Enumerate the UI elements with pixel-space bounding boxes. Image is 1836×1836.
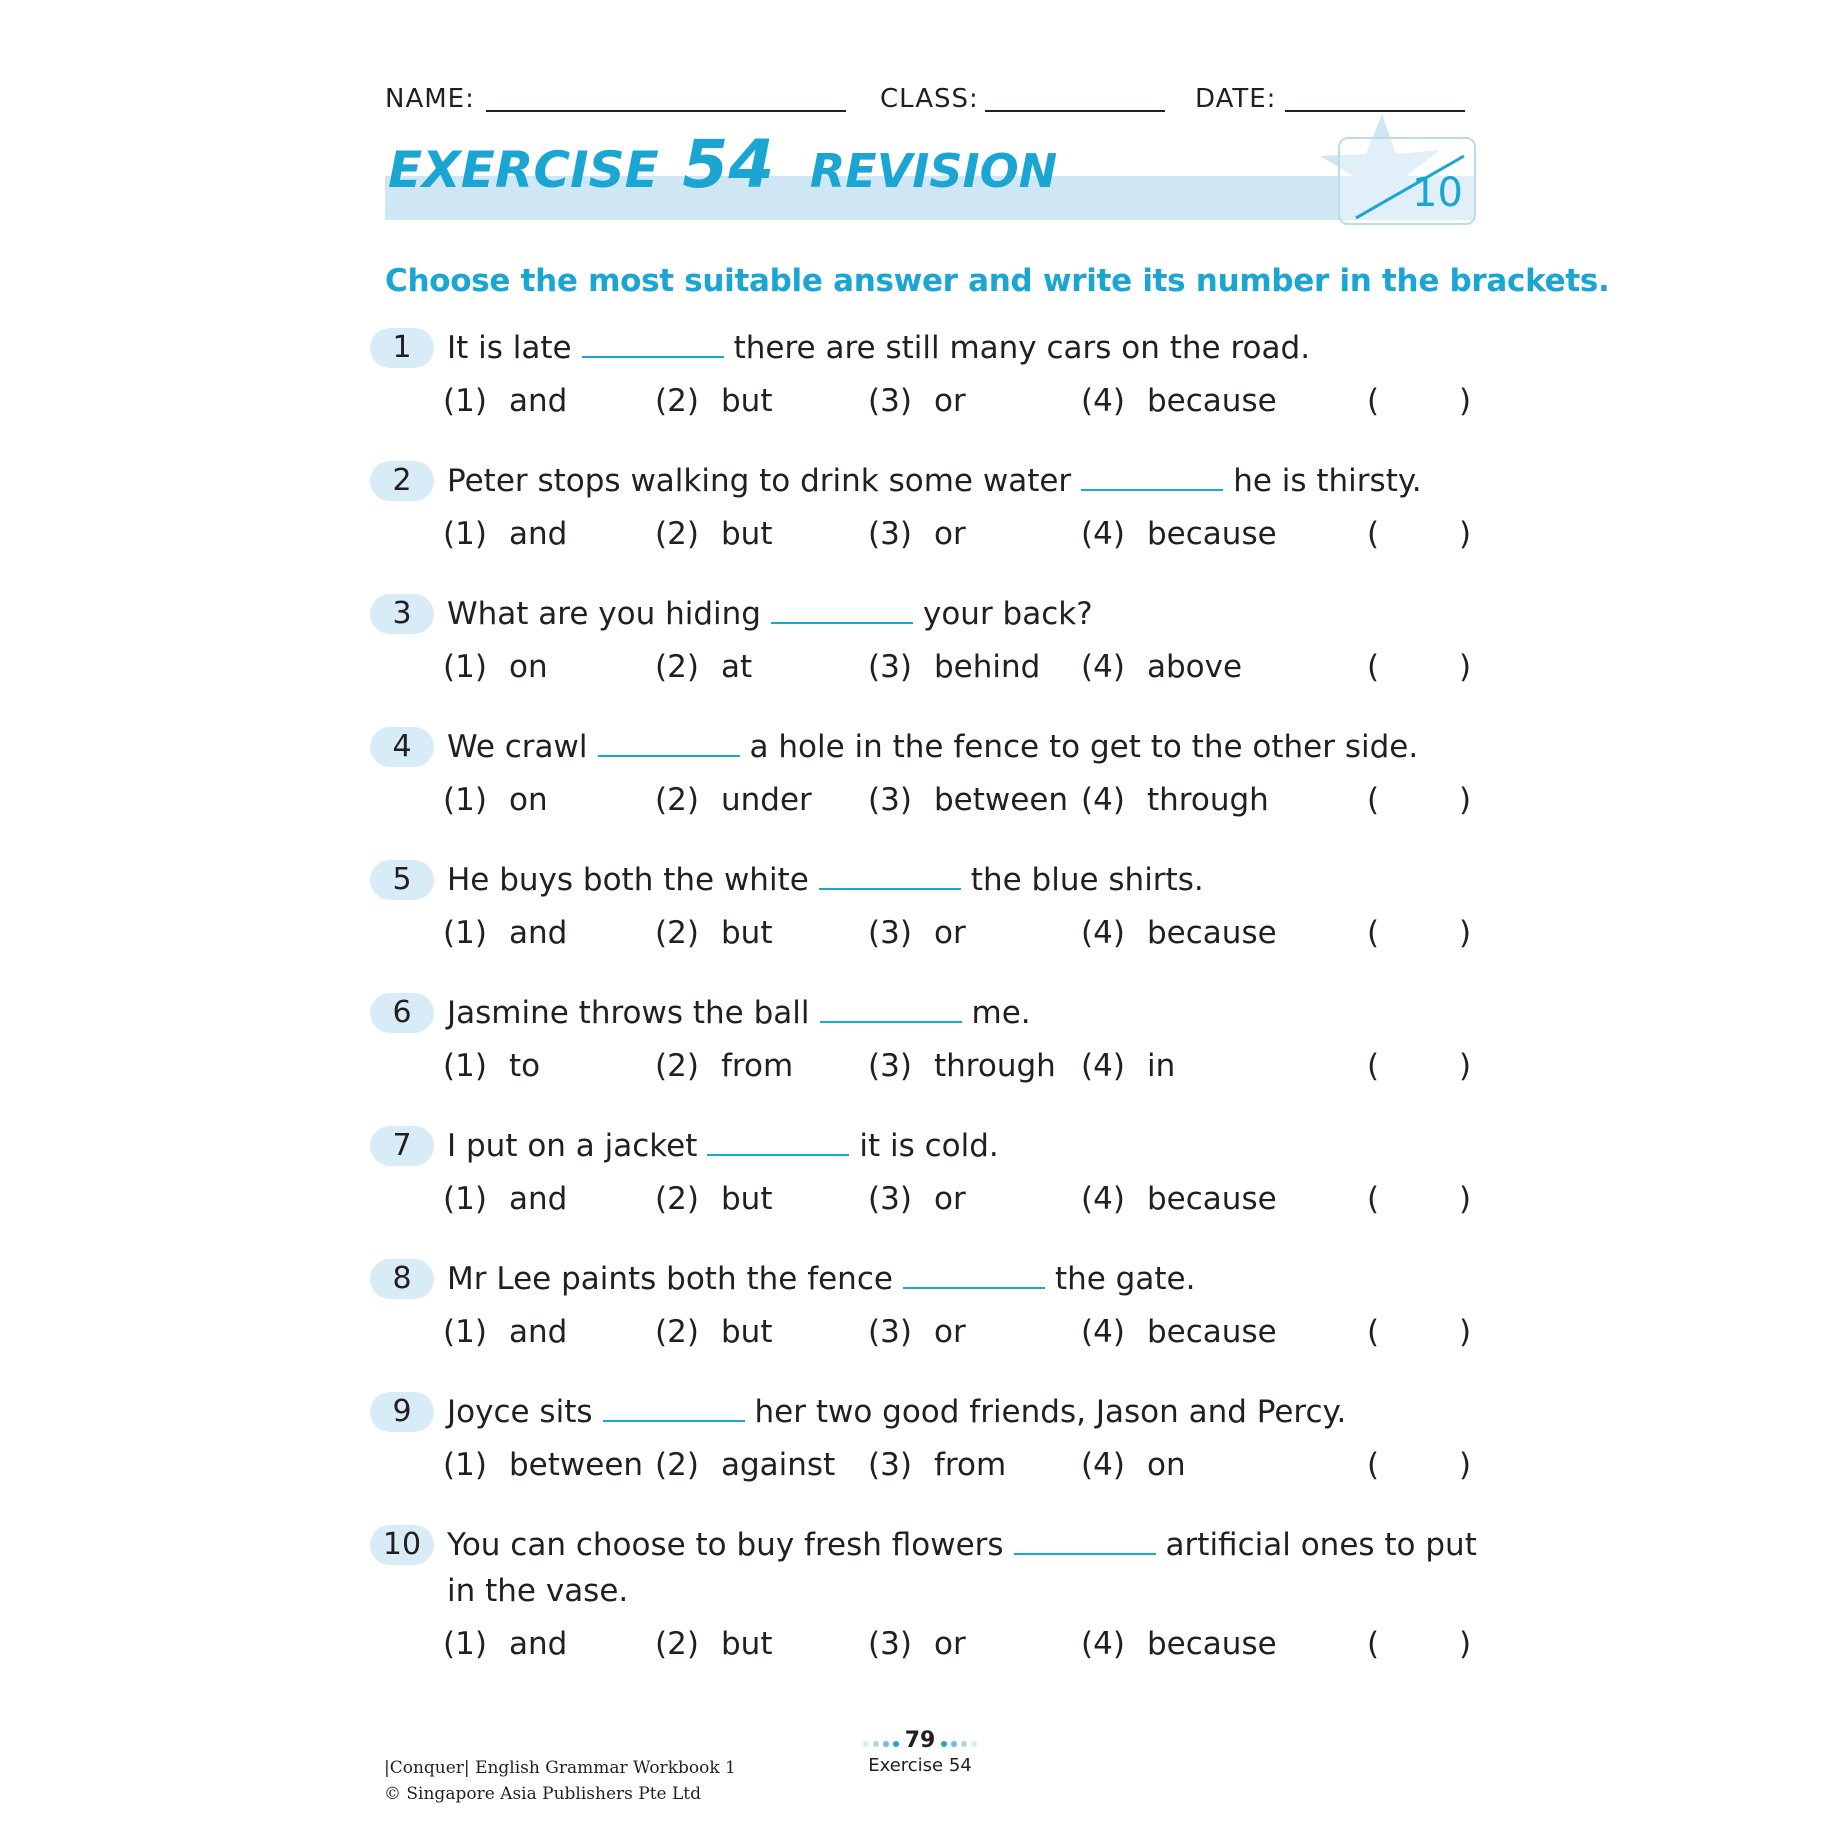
question-stem	[447, 1259, 1195, 1299]
exercise-number: 54	[682, 126, 775, 203]
option-word: on	[1147, 1447, 1186, 1483]
class-line[interactable]	[985, 110, 1165, 112]
answer-blank	[820, 1021, 962, 1023]
option-word: because	[1147, 1626, 1277, 1662]
option-number: (4)	[1081, 1447, 1125, 1483]
stem-before-blank: We crawl	[447, 729, 588, 765]
stem-before-blank: He buys both the white	[447, 862, 809, 898]
option-number: (1)	[443, 649, 487, 685]
option-number: (2)	[655, 915, 699, 951]
class-label: CLASS:	[880, 84, 979, 114]
option-number: (1)	[443, 1181, 487, 1217]
instruction-text: Choose the most suitable answer and write its number in the brackets.	[385, 263, 1610, 299]
stem-before-blank: Jasmine throws the ball	[447, 995, 810, 1031]
option-word: under	[721, 782, 812, 818]
answer-blank	[819, 888, 961, 890]
answer-bracket-open: (	[1367, 1048, 1380, 1084]
question-number: 2	[392, 463, 412, 498]
question-stem	[447, 328, 1310, 368]
option-number: (2)	[655, 1447, 699, 1483]
option-word: or	[934, 383, 966, 419]
option-number: (1)	[443, 1626, 487, 1662]
exercise-subtitle: REVISION	[809, 144, 1058, 198]
answer-bracket-open: (	[1367, 915, 1380, 951]
option-number: (1)	[443, 1314, 487, 1350]
answer-blank	[598, 755, 740, 757]
option-number: (3)	[868, 649, 912, 685]
option-number: (4)	[1081, 782, 1125, 818]
page-number: 79	[904, 1728, 936, 1753]
answer-bracket-open: (	[1367, 383, 1380, 419]
answer-bracket-open: (	[1367, 1314, 1380, 1350]
option-number: (3)	[868, 1626, 912, 1662]
answer-bracket-space[interactable]	[1385, 1624, 1455, 1664]
question-stem	[447, 1525, 1477, 1565]
option-word: because	[1147, 1314, 1277, 1350]
answer-bracket-space[interactable]	[1385, 1312, 1455, 1352]
option-number: (2)	[655, 1314, 699, 1350]
question-stem	[447, 1126, 999, 1166]
answer-bracket-space[interactable]	[1385, 913, 1455, 953]
option-number: (4)	[1081, 915, 1125, 951]
option-number: (2)	[655, 782, 699, 818]
option-word: because	[1147, 383, 1277, 419]
question-stem-line2: in the vase.	[447, 1573, 629, 1609]
question-number: 3	[392, 596, 412, 631]
answer-blank	[771, 622, 913, 624]
option-word: and	[509, 1181, 568, 1217]
question-stem	[447, 461, 1422, 501]
exercise-word: EXERCISE	[388, 141, 659, 199]
answer-bracket-open: (	[1367, 516, 1380, 552]
option-word: or	[934, 516, 966, 552]
option-word: or	[934, 1314, 966, 1350]
option-word: through	[934, 1048, 1056, 1084]
stem-after-blank: he is thirsty.	[1233, 463, 1422, 499]
stem-after-blank: me.	[971, 995, 1031, 1031]
answer-bracket-space[interactable]	[1385, 514, 1455, 554]
option-word: or	[934, 915, 966, 951]
stem-before-blank: I put on a jacket	[447, 1128, 698, 1164]
option-word: on	[509, 782, 548, 818]
option-word: against	[721, 1447, 836, 1483]
option-word: on	[509, 649, 548, 685]
answer-blank	[582, 356, 724, 358]
answer-blank	[1081, 489, 1223, 491]
question-stem	[447, 594, 1093, 634]
answer-bracket-close: )	[1459, 649, 1472, 685]
option-number: (3)	[868, 1048, 912, 1084]
option-number: (3)	[868, 1181, 912, 1217]
option-number: (1)	[443, 1447, 487, 1483]
option-number: (2)	[655, 649, 699, 685]
option-word: from	[934, 1447, 1007, 1483]
question-number: 4	[392, 729, 412, 764]
name-line[interactable]	[486, 110, 846, 112]
option-word: and	[509, 516, 568, 552]
option-word: but	[721, 383, 773, 419]
option-number: (1)	[443, 1048, 487, 1084]
name-label: NAME:	[385, 84, 475, 114]
option-word: or	[934, 1626, 966, 1662]
answer-bracket-open: (	[1367, 649, 1380, 685]
question-stem	[447, 1392, 1346, 1432]
option-number: (1)	[443, 516, 487, 552]
option-word: because	[1147, 1181, 1277, 1217]
answer-bracket-close: )	[1459, 915, 1472, 951]
answer-bracket-close: )	[1459, 516, 1472, 552]
stem-before-blank: Joyce sits	[447, 1394, 593, 1430]
option-word: but	[721, 516, 773, 552]
answer-bracket-space[interactable]	[1385, 381, 1455, 421]
option-number: (4)	[1081, 516, 1125, 552]
stem-after-blank: her two good friends, Jason and Percy.	[754, 1394, 1347, 1430]
option-number: (2)	[655, 1181, 699, 1217]
option-number: (4)	[1081, 383, 1125, 419]
option-word: in	[1147, 1048, 1176, 1084]
date-label: DATE:	[1195, 84, 1277, 114]
answer-bracket-open: (	[1367, 782, 1380, 818]
answer-bracket-space[interactable]	[1385, 1445, 1455, 1485]
answer-bracket-close: )	[1459, 782, 1472, 818]
stem-after-blank: the gate.	[1054, 1261, 1196, 1297]
option-word: and	[509, 383, 568, 419]
answer-bracket-close: )	[1459, 1181, 1472, 1217]
question-number: 8	[392, 1261, 412, 1296]
option-number: (4)	[1081, 1048, 1125, 1084]
dots-right-icon	[938, 1740, 978, 1748]
option-word: because	[1147, 915, 1277, 951]
answer-bracket-close: )	[1459, 1626, 1472, 1662]
option-number: (1)	[443, 383, 487, 419]
option-word: above	[1147, 649, 1243, 685]
option-number: (3)	[868, 1314, 912, 1350]
option-word: but	[721, 1181, 773, 1217]
answer-bracket-space[interactable]	[1385, 1179, 1455, 1219]
option-number: (3)	[868, 1447, 912, 1483]
stem-after-blank: a hole in the fence to get to the other side.	[749, 729, 1419, 765]
page-footer	[860, 1728, 980, 1776]
option-word: and	[509, 1626, 568, 1662]
stem-before-blank: Mr Lee paints both the fence	[447, 1261, 893, 1297]
exercise-title	[388, 126, 1057, 203]
stem-before-blank: What are you hiding	[447, 596, 761, 632]
option-word: but	[721, 1626, 773, 1662]
option-number: (4)	[1081, 1314, 1125, 1350]
option-word: between	[509, 1447, 644, 1483]
answer-bracket-open: (	[1367, 1447, 1380, 1483]
option-word: or	[934, 1181, 966, 1217]
option-number: (3)	[868, 516, 912, 552]
exercise-label: Exercise 54	[868, 1755, 972, 1776]
answer-blank	[903, 1287, 1045, 1289]
answer-bracket-open: (	[1367, 1626, 1380, 1662]
dots-left-icon	[862, 1740, 902, 1748]
option-word: to	[509, 1048, 541, 1084]
option-number: (2)	[655, 1626, 699, 1662]
option-number: (4)	[1081, 649, 1125, 685]
option-word: through	[1147, 782, 1269, 818]
footer-credits	[384, 1755, 736, 1807]
option-word: behind	[934, 649, 1041, 685]
answer-blank	[707, 1154, 849, 1156]
option-number: (2)	[655, 383, 699, 419]
stem-after-blank: it is cold.	[859, 1128, 999, 1164]
book-title: |Conquer| English Grammar Workbook 1	[384, 1758, 736, 1778]
answer-bracket-close: )	[1459, 1447, 1472, 1483]
stem-after-blank: artificial ones to put	[1165, 1527, 1477, 1563]
option-word: between	[934, 782, 1069, 818]
answer-bracket-close: )	[1459, 1048, 1472, 1084]
score-total: 10	[1412, 170, 1463, 216]
stem-before-blank: You can choose to buy fresh flowers	[447, 1527, 1004, 1563]
question-number: 9	[392, 1394, 412, 1429]
stem-after-blank: there are still many cars on the road.	[733, 330, 1311, 366]
question-stem	[447, 727, 1418, 767]
answer-blank	[1014, 1553, 1156, 1555]
option-number: (3)	[868, 915, 912, 951]
stem-before-blank: Peter stops walking to drink some water	[447, 463, 1072, 499]
stem-after-blank: the blue shirts.	[970, 862, 1204, 898]
question-number: 6	[392, 995, 412, 1030]
question-stem	[447, 860, 1204, 900]
answer-bracket-space[interactable]	[1385, 647, 1455, 687]
question-number: 10	[382, 1527, 422, 1562]
stem-before-blank: It is late	[447, 330, 572, 366]
option-number: (3)	[868, 782, 912, 818]
option-number: (3)	[868, 383, 912, 419]
option-number: (4)	[1081, 1626, 1125, 1662]
answer-bracket-close: )	[1459, 1314, 1472, 1350]
option-number: (1)	[443, 782, 487, 818]
question-number: 1	[392, 330, 412, 365]
option-number: (2)	[655, 1048, 699, 1084]
option-word: but	[721, 915, 773, 951]
question-number: 5	[392, 862, 412, 897]
option-word: and	[509, 1314, 568, 1350]
option-word: because	[1147, 516, 1277, 552]
option-number: (4)	[1081, 1181, 1125, 1217]
option-number: (1)	[443, 915, 487, 951]
option-word: but	[721, 1314, 773, 1350]
answer-bracket-close: )	[1459, 383, 1472, 419]
answer-bracket-space[interactable]	[1385, 1046, 1455, 1086]
question-number: 7	[392, 1128, 412, 1163]
option-word: at	[721, 649, 753, 685]
option-number: (2)	[655, 516, 699, 552]
copyright-text: © Singapore Asia Publishers Pte Ltd	[384, 1784, 702, 1804]
option-word: from	[721, 1048, 794, 1084]
question-stem	[447, 993, 1031, 1033]
option-word: and	[509, 915, 568, 951]
answer-blank	[603, 1420, 745, 1422]
answer-bracket-open: (	[1367, 1181, 1380, 1217]
answer-bracket-space[interactable]	[1385, 780, 1455, 820]
stem-after-blank: your back?	[922, 596, 1093, 632]
